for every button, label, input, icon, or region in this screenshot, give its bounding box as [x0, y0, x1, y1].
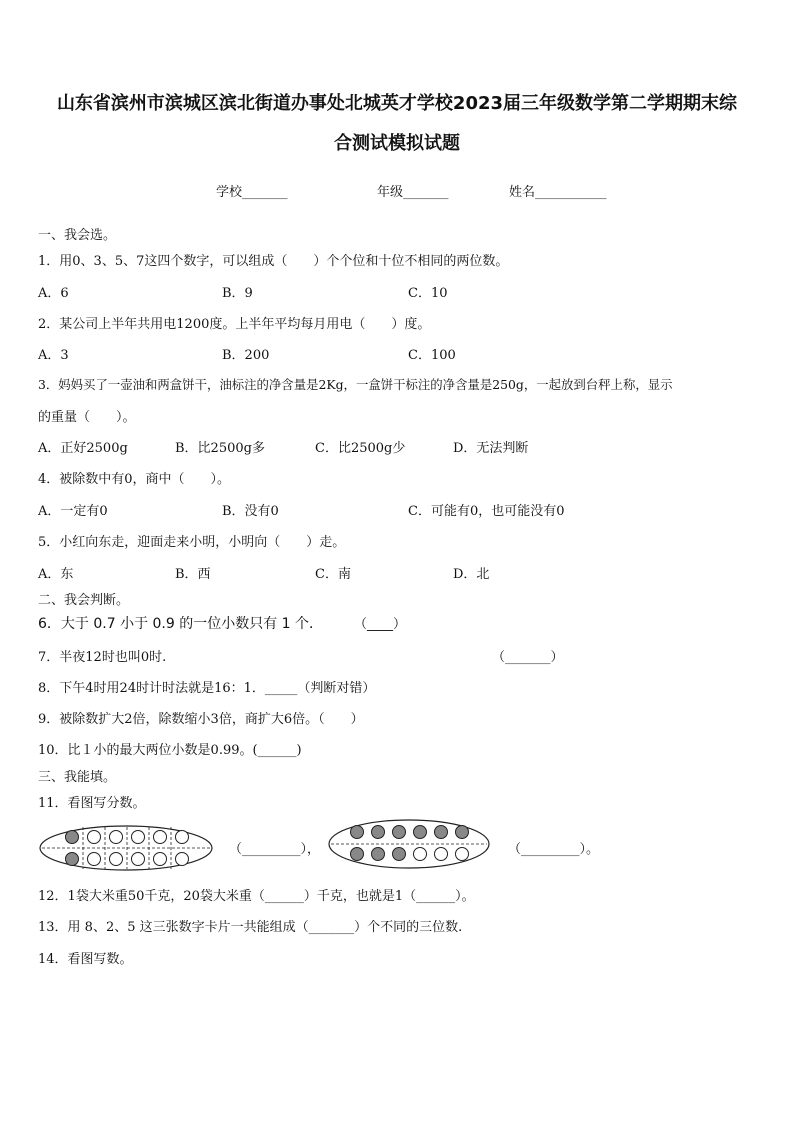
shaded-circle [66, 853, 79, 866]
empty-circle [414, 848, 427, 861]
question-13: 13．用 8、2、5 这三张数字卡片一共能组成（_______）个不同的三位数. [38, 920, 463, 935]
question-10: 10．比１小的最大两位小数是0.99。(______) [38, 743, 302, 758]
q5-option-d[interactable]: D．北 [453, 567, 490, 582]
empty-circle [88, 853, 101, 866]
q2-option-c[interactable]: C．100 [408, 348, 456, 363]
q3-option-c[interactable]: C．比2500g少 [315, 441, 406, 456]
shaded-circle [372, 826, 385, 839]
question-3-line-1: 3．妈妈买了一壶油和两盒饼干，油标注的净含量是2Kg，一盒饼干标注的净含量是250g，一起放到台秤上称，显示 [38, 377, 673, 392]
shaded-circle [456, 826, 469, 839]
title-line-2: 合测试模拟试题 [334, 133, 460, 154]
shaded-circle [393, 848, 406, 861]
question-12: 12．1袋大米重50千克，20袋大米重（______）千克，也就是1（______）。 [38, 889, 475, 904]
q5-option-a[interactable]: A．东 [38, 567, 74, 582]
q5-option-b[interactable]: B．西 [175, 567, 211, 582]
question-14: 14．看图写数。 [38, 952, 133, 967]
shaded-circle [351, 848, 364, 861]
question-6: 6．大于 0.7 小于 0.9 的一位小数只有 1 个． [38, 616, 324, 632]
shaded-circle [372, 848, 385, 861]
empty-circle [176, 831, 189, 844]
question-3-line-2: 的重量（ ）。 [38, 410, 136, 425]
q3-option-d[interactable]: D．无法判断 [453, 441, 529, 456]
question-2: 2．某公司上半年共用电1200度。上半年平均每月用电（ ）度。 [38, 317, 431, 332]
empty-circle [110, 831, 123, 844]
q3-option-a[interactable]: A．正好2500g [38, 441, 128, 456]
question-5: 5．小红向东走，迎面走来小明，小明向（ ）走。 [38, 535, 346, 550]
q1-option-c[interactable]: C．10 [408, 286, 448, 301]
shaded-circle [351, 826, 364, 839]
fraction-figure-2 [327, 818, 491, 870]
question-1: 1．用0、3、5、7这四个数字，可以组成（ ）个个位和十位不相同的两位数。 [38, 254, 509, 269]
name-field[interactable]: 姓名___________ [509, 185, 607, 200]
question-11: 11．看图写分数。 [38, 796, 146, 811]
empty-circle [110, 853, 123, 866]
q1-option-a[interactable]: A．6 [38, 286, 69, 301]
question-7: 7．半夜12时也叫0时. [38, 650, 167, 665]
question-4: 4．被除数中有0，商中（ ）。 [38, 472, 231, 487]
q4-option-c[interactable]: C．可能有0，也可能没有0 [408, 504, 565, 519]
question-8: 8．下午4时用24时计时法就是16：1．_____（判断对错） [38, 681, 376, 696]
school-field[interactable]: 学校_______ [216, 185, 288, 200]
q2-option-a[interactable]: A．3 [38, 348, 69, 363]
section-3-heading: 三、我能填。 [38, 770, 117, 785]
fraction-figure-1 [38, 824, 214, 872]
q11-answer-blank-2[interactable]: （_________）。 [508, 842, 600, 857]
q2-option-b[interactable]: B．200 [222, 348, 270, 363]
shaded-circle [66, 831, 79, 844]
q11-answer-blank-1[interactable]: （_________）， [229, 842, 321, 857]
grade-field[interactable]: 年级_______ [377, 185, 449, 200]
q1-option-b[interactable]: B．9 [222, 286, 253, 301]
shaded-circle [435, 826, 448, 839]
empty-circle [132, 831, 145, 844]
empty-circle [456, 848, 469, 861]
empty-circle [154, 853, 167, 866]
empty-circle [435, 848, 448, 861]
shaded-circle [414, 826, 427, 839]
empty-circle [88, 831, 101, 844]
empty-circle [154, 831, 167, 844]
q7-answer-blank[interactable]: （_______） [492, 650, 564, 665]
q3-option-b[interactable]: B．比2500g多 [175, 441, 265, 456]
shaded-circle [393, 826, 406, 839]
empty-circle [176, 853, 189, 866]
q5-option-c[interactable]: C．南 [315, 567, 351, 582]
empty-circle [132, 853, 145, 866]
question-9: 9．被除数扩大2倍，除数缩小3倍，商扩大6倍。（ ） [38, 712, 364, 727]
q4-option-b[interactable]: B．没有0 [222, 504, 279, 519]
title-line-1: 山东省滨州市滨城区滨北街道办事处北城英才学校2023届三年级数学第二学期期末综 [56, 93, 738, 114]
q6-answer-blank[interactable]: （____） [354, 617, 407, 632]
section-1-heading: 一、我会选。 [38, 228, 117, 243]
section-2-heading: 二、我会判断。 [38, 593, 130, 608]
q4-option-a[interactable]: A．一定有0 [38, 504, 108, 519]
